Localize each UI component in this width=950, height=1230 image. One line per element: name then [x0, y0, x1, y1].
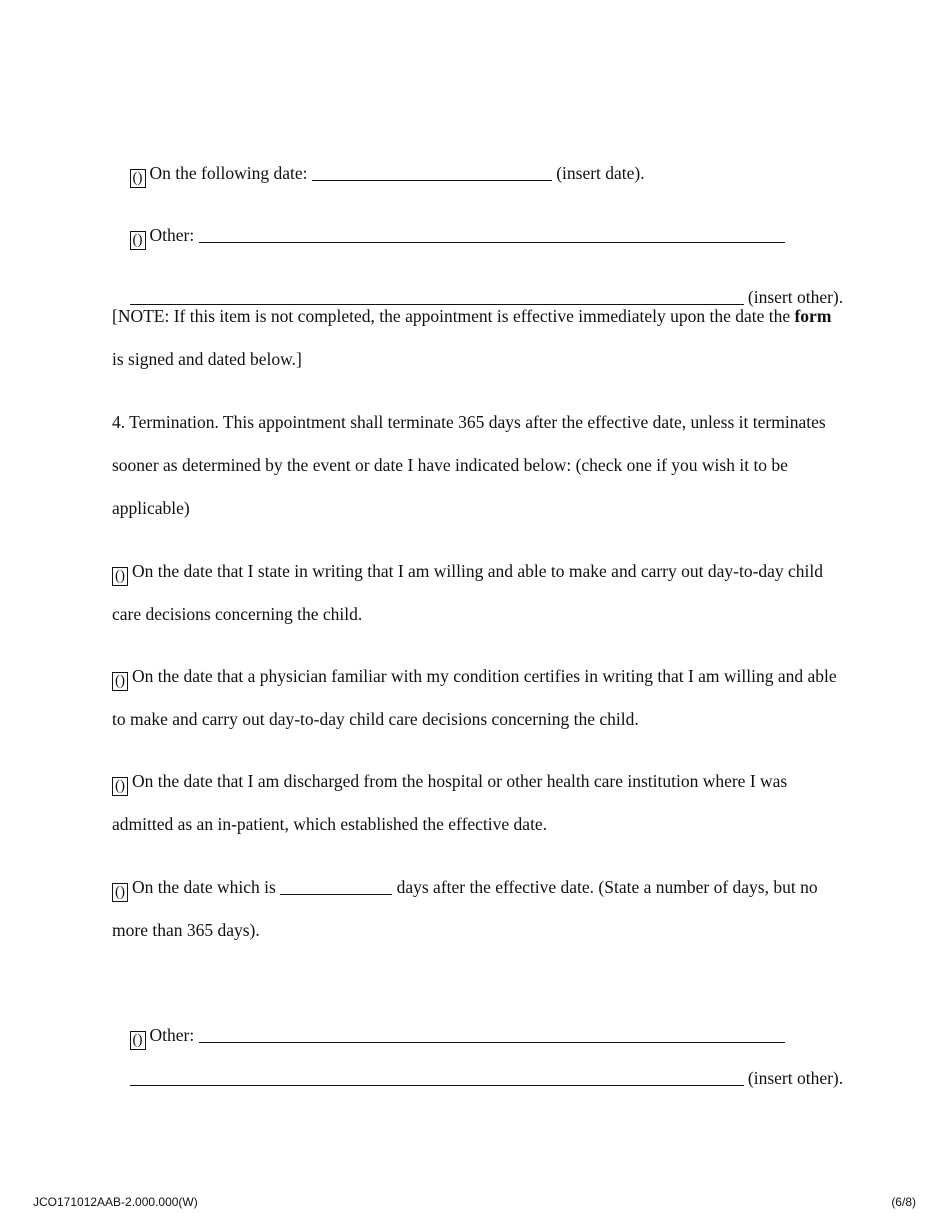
checkbox-termination-other[interactable]: () — [130, 1031, 146, 1050]
note-text-part2: is signed and dated below.] — [112, 349, 302, 369]
termination-other-label: Other: — [149, 1025, 195, 1045]
checkbox-termination-1[interactable]: () — [112, 567, 128, 586]
termination-option-2-text: On the date that a physician familiar with my condition certifies in writing that I am willing and able to make and carry out day-to-day child care decisions concerning the child. — [112, 666, 837, 729]
footer-doc-code: JCO171012AAB-2.000.000(W) — [33, 1195, 198, 1209]
termination-option-3 — [112, 760, 842, 846]
checkbox-termination-days[interactable]: () — [112, 883, 128, 902]
termination-other-continuation — [112, 1014, 843, 1143]
other-2-blank-field-continued[interactable] — [130, 1071, 744, 1086]
option-other-1-label: Other: — [149, 225, 195, 245]
checkbox-termination-2[interactable]: () — [112, 672, 128, 691]
note-paragraph — [112, 295, 842, 381]
termination-paragraph: 4. Termination. This appointment shall terminate 365 days after the effective date, unless it terminates sooner as determined by the event or date I have indicated below: (check one if you wish it to be applicable) — [112, 412, 826, 518]
option-other-1-suffix: (insert other). — [747, 287, 844, 307]
termination-option-2 — [112, 655, 842, 741]
checkbox-following-date[interactable]: () — [130, 169, 146, 188]
termination-option-1-text: On the date that I state in writing that I am willing and able to make and carry out day-to-day child care decisions concerning the child. — [112, 561, 824, 624]
checkbox-termination-3[interactable]: () — [112, 777, 128, 796]
termination-option-days — [112, 866, 842, 952]
note-bold-word: form — [794, 306, 832, 326]
footer-page-number: (6/8) — [891, 1195, 916, 1209]
termination-other-suffix: (insert other). — [747, 1068, 844, 1088]
days-blank-field[interactable] — [280, 880, 392, 895]
option-following-date-label: On the following date: — [149, 163, 308, 183]
termination-days-prefix: On the date which is — [132, 877, 276, 897]
note-text-part1: [NOTE: If this item is not completed, the appointment is effective immediately upon the date the — [112, 306, 791, 326]
option-following-date-suffix: (insert date). — [556, 163, 645, 183]
checkbox-other-1[interactable]: () — [130, 231, 146, 250]
termination-option-1 — [112, 550, 842, 636]
termination-option-3-text: On the date that I am discharged from the hospital or other health care institution where I was admitted as an in-patient, which established the effective date. — [112, 771, 788, 834]
termination-days-suffix: days after the effective date. (State a number of days, but no more than 365 days). — [112, 877, 818, 940]
